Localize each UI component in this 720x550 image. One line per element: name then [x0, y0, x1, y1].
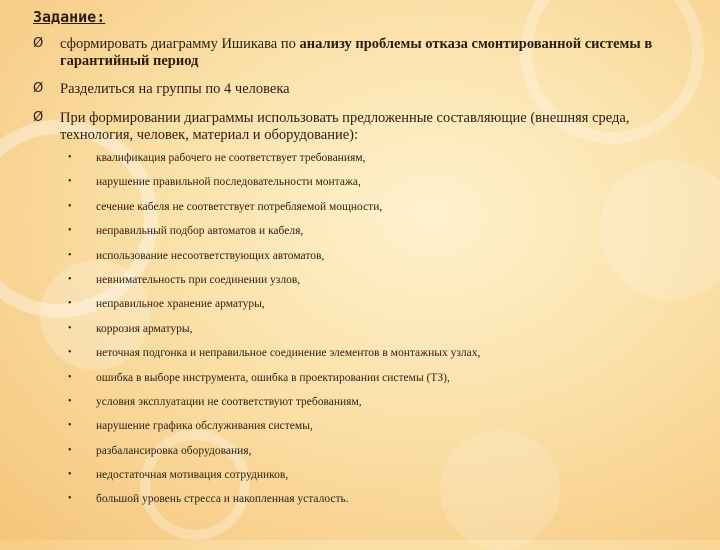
- arrow-bullet-icon: Ø: [33, 81, 44, 96]
- bullet-icon: •: [68, 152, 72, 163]
- bullet-icon: •: [68, 444, 72, 456]
- list-item: [68, 321, 698, 345]
- list-item-text: разбалансировка оборудования,: [96, 444, 252, 457]
- task-text: [60, 36, 698, 70]
- bullet-icon: •: [68, 176, 72, 188]
- list-item-text: сечение кабеля не соответствует потребляемой мощности,: [96, 200, 383, 213]
- list-item-text: использование несоответствующих автоматов,: [96, 249, 325, 262]
- bullet-icon: •: [68, 249, 72, 261]
- bullet-icon: •: [68, 493, 72, 505]
- list-item: [68, 467, 698, 491]
- list-item-text: неправильное хранение арматуры,: [96, 298, 265, 311]
- task-text: При формировании диаграммы использовать предложенные составляющие (внешняя среда, технология, человек, материал и оборудование):: [60, 110, 630, 143]
- bullet-icon: •: [68, 225, 72, 237]
- bullet-icon: •: [68, 298, 72, 310]
- list-item-text: неточная подгонка и неправильное соединение элементов в монтажных узлах,: [96, 347, 481, 360]
- list-item-text: невнимательность при соединении узлов,: [96, 273, 301, 286]
- list-item: [68, 296, 698, 320]
- list-item-text: неправильный подбор автоматов и кабеля,: [96, 225, 304, 238]
- arrow-bullet-icon: Ø: [33, 36, 44, 51]
- list-item-text: условия эксплуатации не соответствуют требованиям,: [96, 395, 362, 408]
- list-item-text: нарушение графика обслуживания системы,: [96, 420, 313, 433]
- arrow-bullet-icon: Ø: [33, 110, 44, 125]
- bullet-icon: •: [68, 371, 72, 383]
- list-item-text: ошибка в выборе инструмента, ошибка в проектировании системы (ТЗ),: [96, 371, 450, 384]
- slide-heading: Задание:: [33, 8, 106, 26]
- list-item-text: большой уровень стресса и накопленная усталость.: [96, 493, 349, 506]
- list-item-text: коррозия арматуры,: [96, 322, 193, 335]
- bullet-icon: •: [68, 420, 72, 432]
- bullet-icon: •: [68, 395, 72, 407]
- list-item: [68, 443, 698, 467]
- bullet-icon: •: [68, 347, 72, 359]
- bullet-icon: •: [68, 322, 72, 334]
- task-item: [33, 110, 698, 144]
- list-item: [68, 174, 698, 198]
- list-item: [68, 199, 698, 223]
- list-item-text: нарушение правильной последовательности монтажа,: [96, 176, 361, 189]
- bullet-icon: •: [68, 469, 72, 481]
- list-item: [68, 394, 698, 418]
- component-list: [68, 150, 698, 516]
- list-item: [68, 345, 698, 369]
- task-text: Разделиться на группы по 4 человека: [60, 81, 290, 97]
- list-item: [68, 491, 698, 515]
- list-item: [68, 370, 698, 394]
- list-item: [68, 418, 698, 442]
- list-item-text: квалификация рабочего не соответствует требованиям,: [96, 152, 366, 164]
- list-item: [68, 272, 698, 296]
- list-item-text: недостаточная мотивация сотрудников,: [96, 469, 289, 482]
- task-text-bold: анализу проблемы отказа смонтированной системы в гарантийный период: [60, 36, 653, 69]
- task-item: [33, 81, 698, 98]
- list-item: [68, 150, 698, 174]
- bullet-icon: •: [68, 200, 72, 212]
- task-item: [33, 36, 698, 70]
- bullet-icon: •: [68, 273, 72, 285]
- list-item: [68, 248, 698, 272]
- list-item: [68, 223, 698, 247]
- task-text-plain: сформировать диаграмму Ишикава по: [60, 36, 300, 52]
